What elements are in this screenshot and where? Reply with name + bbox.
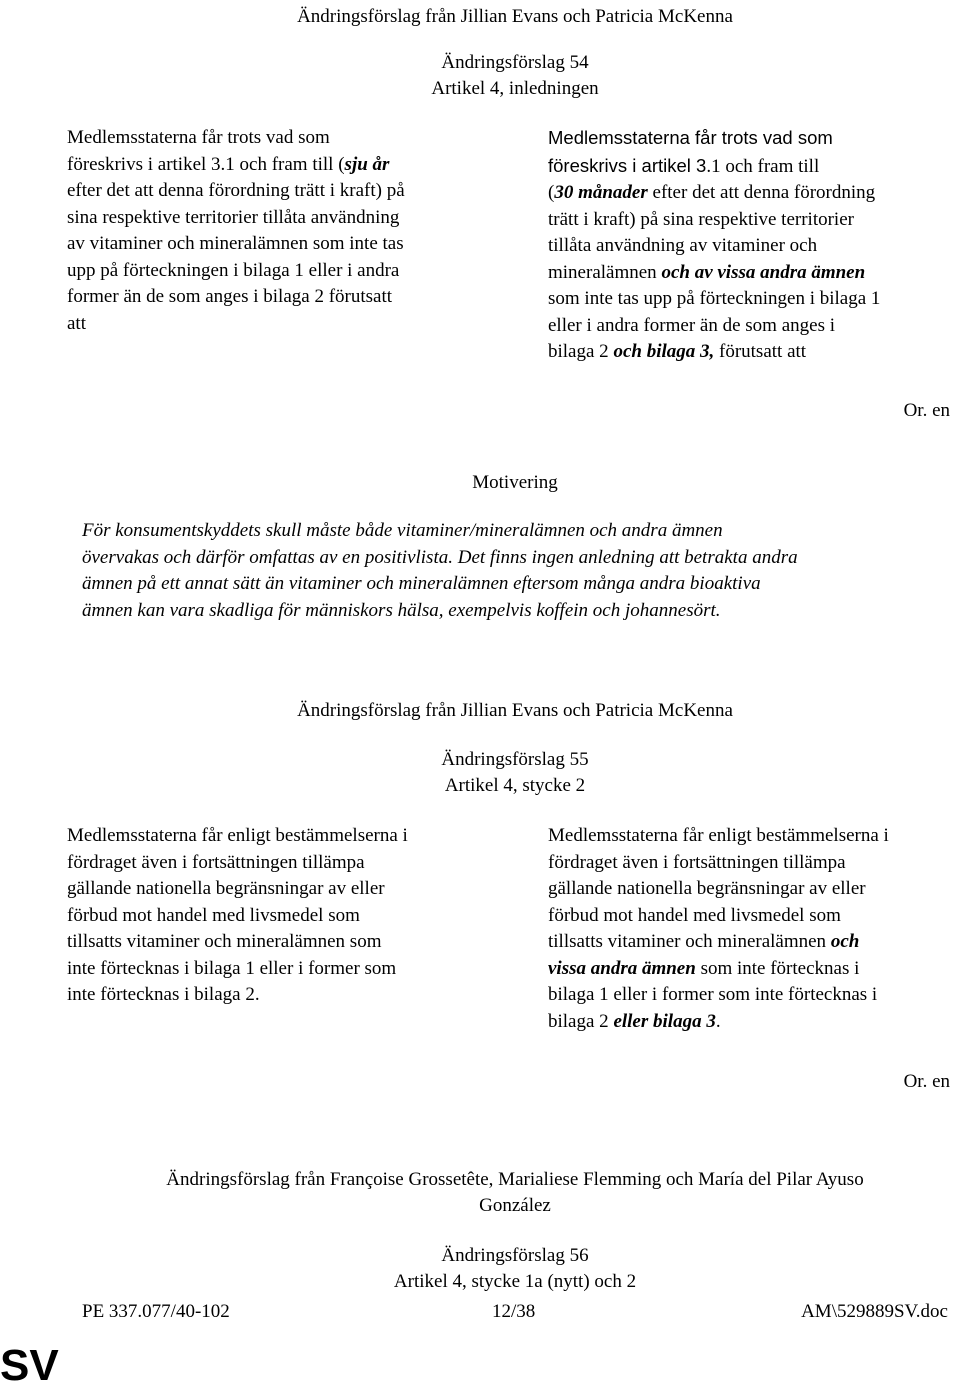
am56-author-line1: Ändringsförslag från Françoise Grossetête, Marialiese Flemming och María del Pilar Ayuso [166, 1169, 864, 1190]
text-line: att [67, 312, 86, 334]
text-line: efter det att denna förordning trätt i kraft) på [67, 180, 405, 201]
footer-document-name: AM\529889SV.doc [801, 1301, 948, 1322]
text-line: fördraget även i fortsättningen tillämpa [548, 851, 846, 873]
text-line: av vitaminer och mineralämnen som inte tas [67, 233, 404, 254]
text-line: gällande nationella begränsningar av eller [67, 878, 385, 899]
text-line: föreskrivs i artikel 3.1 och fram till [548, 154, 820, 177]
text-line: (30 månader efter det att denna förordning [548, 182, 876, 203]
am54-author: Ändringsförslag från Jillian Evans och Patricia McKenna [297, 6, 733, 27]
text-line: inte förtecknas i bilaga 1 eller i former som [67, 957, 397, 979]
text-line: föreskrivs i artikel 3.1 och fram till (sju år [67, 153, 390, 175]
text-line: förbud mot handel med livsmedel som [67, 904, 360, 926]
text-line: vissa andra ämnen som inte förtecknas i [548, 957, 860, 979]
text-line: För konsumentskyddets skull måste både vitaminer/mineralämnen och andra ämnen [82, 520, 723, 541]
text-line: fördraget även i fortsättningen tillämpa [67, 851, 365, 873]
text-line: bilaga 2 och bilaga 3, förutsatt att [548, 341, 807, 362]
am54-article: Artikel 4, inledningen [431, 78, 599, 99]
am54-justification-text [82, 518, 912, 624]
text-line: former än de som anges i bilaga 2 förutsatt [67, 286, 393, 307]
text-line: Medlemsstaterna får trots vad som [67, 127, 330, 148]
text-line: mineralämnen och av vissa andra ämnen [548, 261, 866, 283]
footer-reference: PE 337.077/40-102 [82, 1301, 230, 1322]
text-line: Medlemsstaterna får trots vad som [548, 127, 833, 148]
am56-author-line2: González [479, 1195, 551, 1216]
text-line: gällande nationella begränsningar av eller [548, 878, 866, 899]
am54-justification-heading: Motivering [472, 472, 558, 493]
am54-amended-text [548, 125, 880, 366]
text-line: ämnen på ett annat sätt än vitaminer och mineralämnen eftersom många andra bioaktiva [82, 573, 761, 594]
am55-author: Ändringsförslag från Jillian Evans och Patricia McKenna [297, 700, 733, 721]
am56-number: Ändringsförslag 56 [441, 1245, 589, 1266]
am55-original-language: Or. en [903, 1071, 950, 1092]
text-line: upp på förteckningen i bilaga 1 eller i andra [67, 259, 400, 281]
text-line: trätt i kraft) på sina respektive territorier [548, 208, 854, 230]
text-line: övervakas och därför omfattas av en positivlista. Det finns ingen anledning att betrakta andra [82, 546, 798, 568]
text-line: sina respektive territorier tillåta användning [67, 206, 400, 228]
am55-number: Ändringsförslag 55 [441, 749, 589, 770]
am55-amended-text [548, 823, 889, 1035]
text-line: tillåta användning av vitaminer och [548, 235, 818, 256]
text-line: bilaga 1 eller i former som inte förtecknas i [548, 984, 878, 1005]
am56-article: Artikel 4, stycke 1a (nytt) och 2 [393, 1271, 637, 1292]
am54-original-text [67, 125, 405, 337]
footer-page-number: 12/38 [492, 1301, 536, 1322]
language-code: SV [0, 1341, 59, 1390]
text-line: tillsatts vitaminer och mineralämnen och [548, 931, 860, 952]
text-line: Medlemsstaterna får enligt bestämmelserna i [548, 825, 889, 846]
am54-number: Ändringsförslag 54 [441, 52, 589, 73]
text-line: bilaga 2 eller bilaga 3. [548, 1010, 721, 1032]
text-line: som inte tas upp på förteckningen i bilaga 1 [548, 288, 881, 309]
text-line: ämnen kan vara skadliga för människors hälsa, exempelvis koffein och johannesört. [82, 599, 721, 621]
am54-original-language: Or. en [903, 400, 950, 421]
am55-original-text [67, 823, 408, 1009]
text-line: eller i andra former än de som anges i [548, 314, 835, 336]
text-line: inte förtecknas i bilaga 2. [67, 984, 260, 1005]
am55-article: Artikel 4, stycke 2 [444, 775, 586, 796]
text-line: förbud mot handel med livsmedel som [548, 904, 841, 926]
text-line: tillsatts vitaminer och mineralämnen som [67, 931, 382, 952]
text-line: Medlemsstaterna får enligt bestämmelserna i [67, 825, 408, 846]
